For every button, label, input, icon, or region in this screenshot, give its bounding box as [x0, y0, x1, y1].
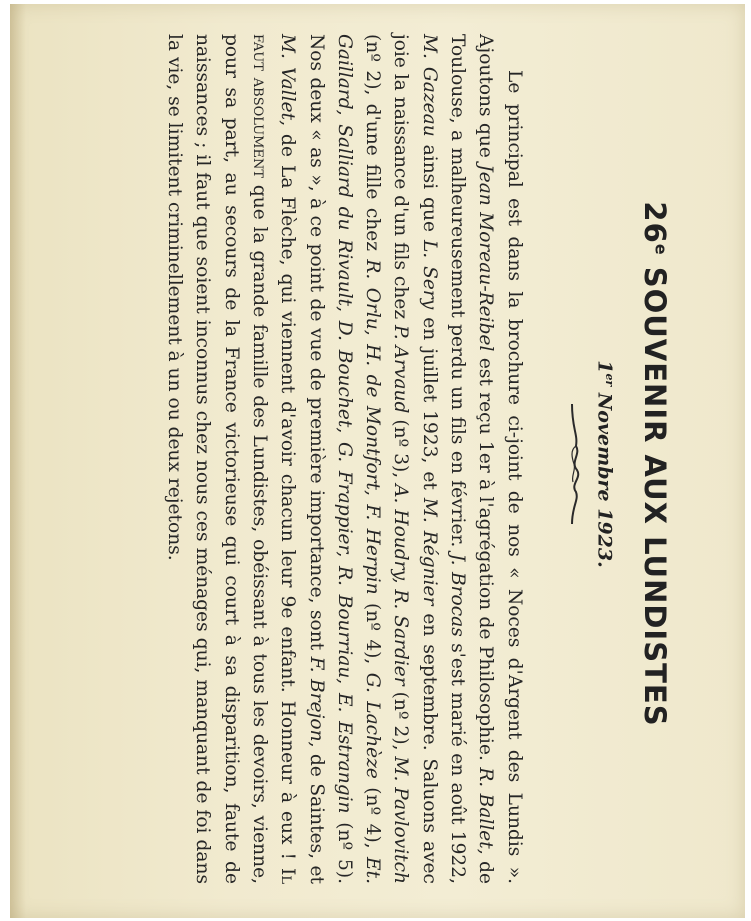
text-segment: est reçu 1er à l'agrégation de Philosophie. — [475, 351, 497, 768]
name-segment: M. Pavlovitch — [390, 756, 412, 885]
text-segment: (nº 5). Nos deux « as », à ce point de vue de première importance, sont — [305, 34, 355, 885]
text-segment: en septembre. Saluons avec joie la naissance d'un fils chez — [390, 34, 440, 884]
text-segment: (nº 2), d'une fille chez — [362, 34, 384, 260]
text-segment: de Toulouse, a malheureusement perdu un fils en février. — [447, 34, 497, 884]
date-text: Novembre 1923. — [593, 386, 616, 568]
name-segment: R. Orlu, H. de Montfort, F. Herpin — [362, 259, 384, 595]
text-segment: Il faut absolument — [249, 34, 299, 884]
rotated-text-block — [30, 34, 680, 894]
name-segment: A. Houdry, R. Sardier — [390, 484, 412, 686]
document-date — [594, 34, 616, 894]
name-segment: G. Lachèze — [362, 672, 384, 779]
text-segment: (nº 2), — [390, 685, 412, 757]
title-number: 26 — [638, 201, 672, 244]
text-segment: de Saintes, et — [305, 747, 327, 884]
text-segment: s'est marié en août 1922, — [447, 636, 469, 884]
name-segment: F. Brejon, — [305, 656, 327, 748]
date-superscript: er — [603, 373, 616, 387]
name-segment: M. Régnier — [418, 497, 440, 606]
name-segment: L. Sery — [418, 239, 440, 310]
name-segment: J. Brocas — [447, 553, 469, 637]
name-segment: M. Vallet, — [277, 34, 299, 127]
text-segment: ainsi que — [418, 136, 440, 240]
text-segment: que la grande famille des Lundistes, obéissant à tous les devoirs, vienne, pour sa part, au secours de la France victorieuse qui court à sa disparition, faute de naissances ; il faut que soient inconnus chez nous ces ménages qui, manquant de foi dans la vie, se limitent criminellement à un ou deux rejetons. — [164, 34, 270, 884]
text-segment: (nº 4), — [362, 778, 384, 858]
text-segment: en juillet 1923, et — [418, 309, 440, 498]
name-segment: R. Ballet, — [475, 767, 497, 855]
flourish-ornament — [564, 384, 584, 544]
text-segment: (nº 3), — [390, 413, 412, 485]
name-segment: P. Arvaud — [390, 325, 412, 414]
text-segment: de La Flèche, qui viennent d'avoir chacun leur 9e enfant. Honneur à eux ! — [277, 126, 299, 868]
name-segment: M. Gazeau — [418, 34, 440, 137]
body-paragraph — [160, 34, 528, 884]
name-segment: Et. Gaillard, Salliard du Rivault, D. Bouchet, G. Frappier, R. Bourriau, E. Estrangin — [333, 34, 384, 885]
date-number: 1 — [593, 360, 616, 374]
text-segment: Le principal est dans la brochure ci-joint de nos « Noces d'Argent des Lundis ». Ajoutons que — [475, 34, 525, 884]
paper-sheet — [10, 4, 745, 918]
text-segment: (nº 4), — [362, 594, 384, 673]
name-segment: Jean Moreau-Reibel — [475, 164, 497, 352]
title-superscript: e — [651, 243, 671, 256]
body-text — [160, 34, 528, 894]
document-title — [638, 34, 680, 894]
title-text: SOUVENIR AUX LUNDISTES — [638, 255, 672, 727]
